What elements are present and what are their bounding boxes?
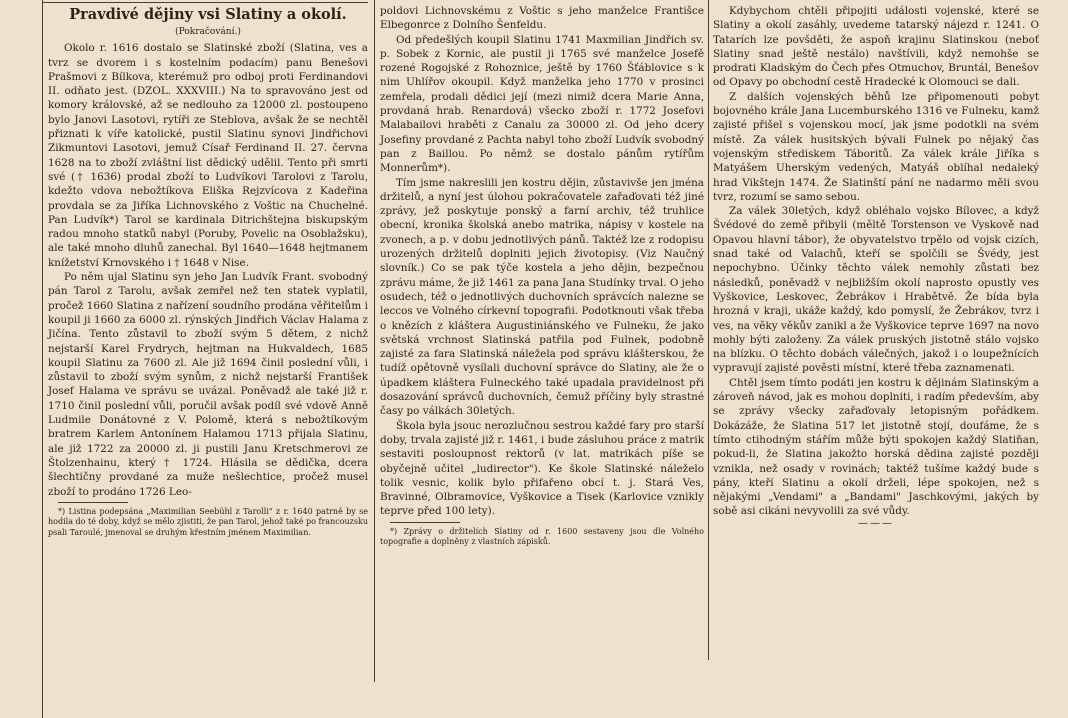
- footnote: [380, 527, 704, 548]
- article-column-3: [713, 4, 1039, 529]
- paragraph: Za válek 30letých, když obléhalo vojsko Bílovec, a když Švédové do země přibyli (měltě Torstenson ve Vyskově nad Opavou hlavní tábor), že obyvatelstvo trpělo od vojsk cizích, snad také od Valachů, kteří se spolčili se Švédy, jest nepochybno. Účinky těchto válek nemohly zůstati bez následků, poněvadž v nejbližším okolí naprosto opustly ves Vyškovice, Leskovec, Žebrákov i Hrabětvě. Že bída byla hrozná v kraji, ukáže každý, kdo pomyslí, že Žebrákov, tvrz i ves, na věky věkův zanikl a že Vyškovice teprve 1697 na novo mohly býti založeny. Za válek pruských jistotně stálo vojsko na blízku. O těchto dobách válečných, jakož i o loupežnících vypravují zajisté pověsti místní, které třeba zaznamenati.: [713, 205, 1039, 375]
- footnote-text: *) Listina podepsána „Maximilian Seebühl z Tarolli" z r. 1640 patrně by se hodila do té doby, když se mělo zjistiti, že pan Tarol, jehož také po francouzsku psali Taroulé, jmenoval se druhým křestním jménem Maximilian.: [48, 506, 368, 537]
- footnote: [48, 507, 368, 538]
- article-subtitle: (Pokračování.): [175, 27, 241, 37]
- article-title: Pravdivé dějiny vsi Slatiny a okolí.: [69, 6, 347, 23]
- paragraph: Okolo r. 1616 dostalo se Slatinské zboží (Slatina, ves a tvrz se dvorem i s kostelním podacím) panu Benešovi Prašmovi z Bílkova, kterémuž pro odboj proti Ferdinandovi II. odňato jest. (DZOL. XXXVIII.) Na to spravováno jest od komory královské, až se nedlouho za 12000 zl. postoupeno bylo Janovi Lasotovi, rytíři ze Steblova, avšak že se nechtěl přiznati k víře katolické, pustil Slatinu synovi Jindřichovi Zikmuntovi Lasotovi, jemuž Císař Ferdinand II. 27. června 1628 na to zboží zvláštní list dědický udělil. Tento při smrti své († 1636) prodal zboží to Ludvíkovi Tarolovi z Tarolu, kdežto vdova nebožtíkova Eliška Rejzvícova z Kadeřina provdala se za Jiříka Lichnovského z Voštic na Chuchelné. Pan Ludvík*) Tarol se kardinala Ditrichštejna biskupským radou mnoho statků nabyl (Poruby, Povelic na Osoblažsku), ale také mnoho dluhů zanechal. Byl 1640—1648 hejtmanem knížetství Krnovského i † 1648 v Nise.: [48, 42, 368, 269]
- article-column-2: [380, 4, 704, 548]
- title-rule-top: [42, 2, 368, 3]
- paragraph: Kdybychom chtěli připojiti události vojenské, které se Slatiny a okolí zasáhly, uvedeme tatarský nájezd r. 1241. O Tatarích lze povšděti, že aspoň krajinu Slatinskou (neboť Slatiny snad ještě nestálo) navštívili, když nemohše se prodrati Kladským do Čech přes Otmuchov, Bruntál, Benešov od Opavy po obchodní cestě Hradecké k Olomouci se dali.: [713, 5, 1039, 89]
- paragraph: Po něm ujal Slatinu syn jeho Jan Ludvík Frant. svobodný pán Tarol z Tarolu, avšak zemřel než ten statek vyplatil, pročež 1660 Slatina z nařízení soudního prodána věřitelům i koupil ji 1660 za 6000 zl. rýnských Jindřich Václav Halama z Jičína. Tento zůstavil to zboží svým 5 dětem, z nichž nejstarší Karel Frydrych, hejtman na Hukvaldech, 1685 koupil Slatinu za 7600 zl. Ale již 1694 činil poslední vůli, i zůstavil to zboží svým synům, z nichž nejstarší František Josef Halama ve správu se uvázal. Poněvadž ale také již r. 1710 činil poslední vůli, poručil avšak podíl své vdově Anně Ludmile Donátovné z V. Polomě, která s nebožtíkovým bratrem Karlem Antonínem Halamou 1713 přijala Slatinu, ale již 1722 za 20000 zl. ji pustili Janu Kretschmerovi ze Štolzenhainu, který † 1724. Hlásila se dědička, dcera šlechtičny provdané za muže nešlechtice, pročež musel zboží to prodáno 1726 Leo-: [48, 271, 368, 498]
- paragraph: Od předešlých koupil Slatinu 1741 Maxmilian Jindřich sv. p. Sobek z Kornic, ale pustil ji 1765 své manželce Josefě rozené Rogojské z Rohoznice, ještě by 1760 Šťáblovice s k nim Uhlířov okoupil. Když manželka jeho 1770 v prosinci zemřela, prodali dědici její (mezi nimiž dcera Marie Anna, provdaná hrab. Renardová) všecko zboží r. 1772 Josefovi Malabailovi hraběti z Canalu za 30000 zl. Od jeho dcery Josefiny provdané z Pachta nabyl toho zboží Ludvík svobodný pan z Baillou. Po němž se dostalo pánům rytířům Monnerům*).: [380, 33, 704, 175]
- paragraph: Z dalších vojenských běhů lze připomenouti pobyt bojovného krále Jana Lucemburského 1316 ve Fulneku, kamž zajisté přišel s vojenskou mocí, jak jsme podotkli na svém místě. Za válek husitských bývali Fulnek po nějaký čas vojenským střediskem Táboritů. Za válek krále Jiříka s Matyášem Uherským vedených, Matyáš oblíhal nedaleký hrad Vikštejn 1474. Že Slatinští pání ne nadarmo měli svou tvrz, rozumí se samo sebou.: [713, 90, 1039, 203]
- left-column-rule: [42, 0, 43, 718]
- footnote-rule: [58, 502, 128, 503]
- footnote-text: *) Zprávy o držitelích Slatiny od r. 1600 sestaveny jsou dle Volného topografie a doplněny z vlastních zápisků.: [380, 526, 704, 547]
- column-divider-1: [374, 0, 375, 682]
- column-divider-2: [708, 0, 709, 660]
- paragraph: Chtěl jsem tímto podáti jen kostru k dějinám Slatinským a zároveň návod, jak es mohou doplniti, i radím především, aby se zprávy všecky zařaďovaly letopisným pořádkem. Dokázáže, že Slatina 517 let jistotně stojí, doufáme, že s tímto ctihodným stářím může býti spokojen každý Slatiňan, pokud-li, že Slatina jakožto horská dědina zajisté později vznikla, než osady v rovinách; taktéž tušíme každý bude s pány, kteří Slatinu a okolí drželi, lépe spokojen, než s nějakými „Vendami" a „Bandami" Jaschkovými, jakých by sobě asi cikáni nevyvolili za své vůdy.: [713, 376, 1039, 518]
- paragraph: Škola byla jsouc nerozlučnou sestrou každé fary pro starší doby, trvala zajisté již r. 1461, i bude zásluhou práce z matrik sestaviti posloupnost rektorů (v lat. matrikách píše se obyčejně učitel „ludirector"). Ke škole Slatinské náleželo tolik vesnic, kolik bylo přifařeno obcí t. j. Stará Ves, Bravinné, Olbramovice, Vyškovice a Tisek (Karlovice vznikly teprve před 100 lety).: [380, 419, 704, 518]
- paragraph: Tím jsme nakreslili jen kostru dějin, zůstavivše jen jména držitelů, a nyní jest úlohou pokračovatele zařaďovati též jiné zprávy, jež poskytuje ponský a farní archiv, též truhlice obecní, kronika školská anebo matrika, nápisy v kostele na zvonech, a p. v dobu jednotlivých pánů. Taktéž lze z rodopisu urozených držitelů doplniti jejich životopisy. (Viz Naučný slovník.) Co se pak týče kostela a jeho dějin, bezpečnou zprávu máme, že již 1461 za pana Jana Studínky trval. O jeho osudech, též o jednotlivých duchovních správcích nalezne se leccos ve Volného církevní topografii. Podotknouti však třeba o knězích z kláštera Augustiniánského ve Fulneku, že jako světská vrchnost Slatinská patřila pod Fulnek, podobně zajisté za fara Slatinská náležela pod správu klášterskou, že tudíž opětovně vysílali duchovní správce do Slatiny, ale že o úpadkem kláštera Fulneckého také upadala pravidelnost při dosazování správců duchovních, čemuž příčiny byly strastné časy po válkách 30letých.: [380, 176, 704, 418]
- end-mark: ———: [858, 517, 894, 529]
- paragraph: poldovi Lichnovskému z Voštic s jeho manželce Františce Elbegonrce z Dolního Šenfeldu.: [380, 5, 704, 32]
- article-column-1: [48, 4, 368, 538]
- footnote-rule: [390, 522, 460, 523]
